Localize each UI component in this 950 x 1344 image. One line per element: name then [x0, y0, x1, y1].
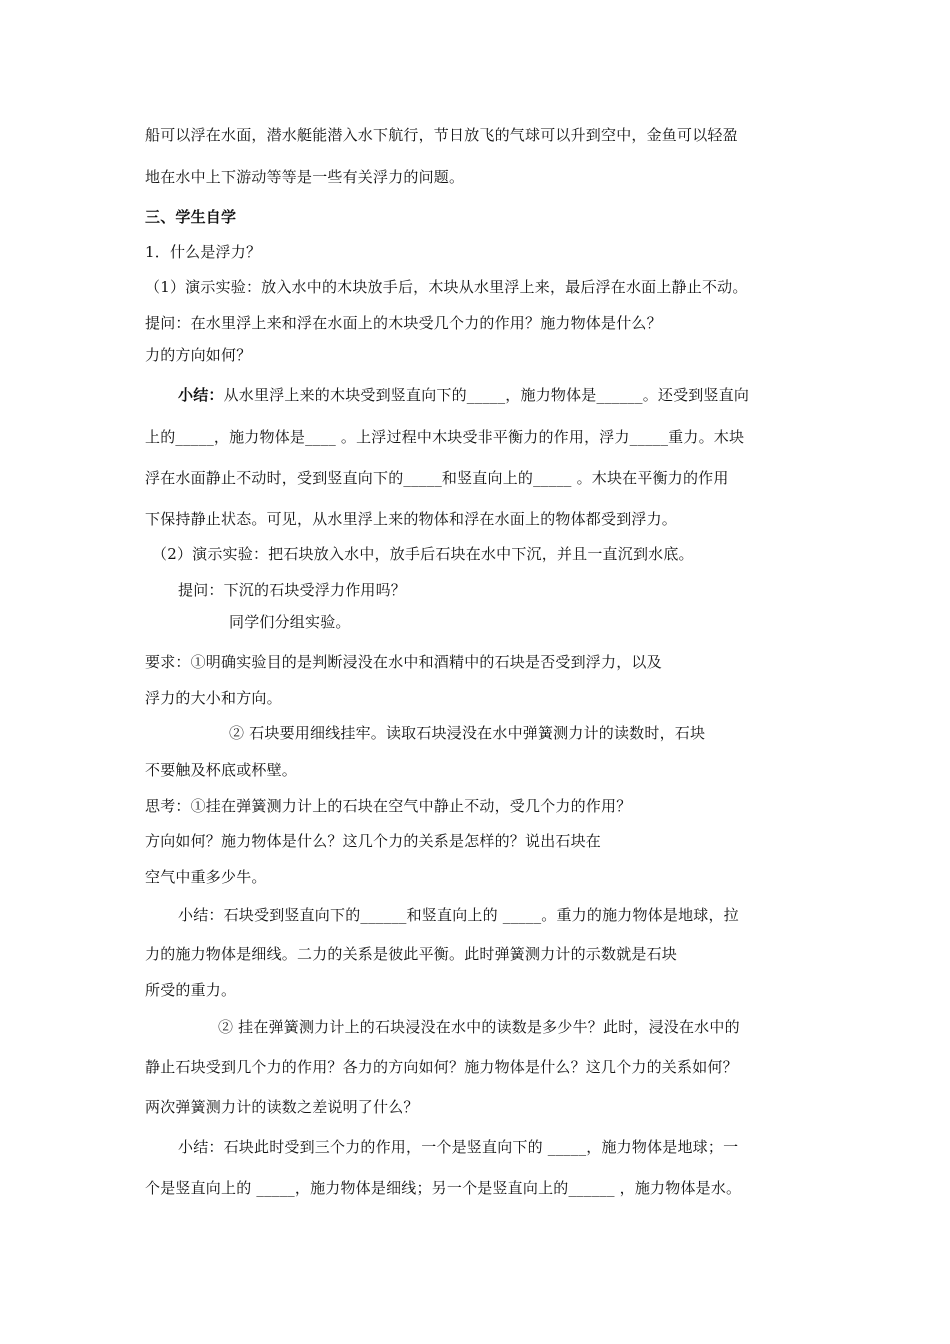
- paragraph-line: 两次弹簧测力计的读数之差说明了什么？: [145, 1098, 419, 1116]
- paragraph-line: 方向如何？施力物体是什么？这几个力的关系是怎样的？说出石块在: [145, 832, 602, 850]
- paragraph-line: 力的施力物体是细线。二力的关系是彼此平衡。此时弹簧测力计的示数就是石块: [145, 945, 678, 963]
- paragraph-line: 船可以浮在水面，潜水艇能潜入水下航行，节日放飞的气球可以升到空中，金鱼可以轻盈: [145, 126, 738, 144]
- paragraph-line: 个是竖直向上的 _____，施力物体是细线；另一个是竖直向上的______ ，施力物体是水。: [145, 1179, 742, 1197]
- question-heading: 1．什么是浮力？: [145, 243, 262, 261]
- paragraph-line: 思考：①挂在弹簧测力计上的石块在空气中静止不动，受几个力的作用？: [145, 797, 632, 815]
- paragraph-line: 浮在水面静止不动时，受到竖直向下的_____和竖直向上的_____ 。木块在平衡力的作用: [145, 469, 729, 487]
- paragraph-line: 地在水中上下游动等等是一些有关浮力的问题。: [145, 168, 465, 186]
- paragraph-line: 提问：下沉的石块受浮力作用吗？: [178, 581, 407, 599]
- paragraph-line: 要求：①明确实验目的是判断浸没在水中和酒精中的石块是否受到浮力，以及: [145, 653, 662, 671]
- paragraph-line: 同学们分组实验。: [229, 613, 351, 631]
- summary-label: 小结：: [178, 386, 224, 404]
- paragraph-line: 所受的重力。: [145, 981, 237, 999]
- section-heading: 三、学生自学: [145, 208, 237, 226]
- paragraph-line: 不要触及杯底或杯壁。: [145, 761, 298, 779]
- paragraph-line: 力的方向如何？: [145, 346, 252, 364]
- paragraph-line: 空气中重多少牛。: [145, 868, 267, 886]
- paragraph-line: 浮力的大小和方向。: [145, 689, 282, 707]
- paragraph-line: （2）演示实验：把石块放入水中，放手后石块在水中下沉，并且一直沉到水底。: [152, 545, 694, 563]
- paragraph-line: 提问：在水里浮上来和浮在水面上的木块受几个力的作用？施力物体是什么？: [145, 314, 662, 332]
- paragraph-line: 上的_____，施力物体是____ 。上浮过程中木块受非平衡力的作用，浮力_____重力。木块: [145, 428, 745, 446]
- paragraph-line: ② 挂在弹簧测力计上的石块浸没在水中的读数是多少牛？此时，浸没在水中的: [218, 1018, 740, 1036]
- paragraph-line: （1）演示实验：放入水中的木块放手后，木块从水里浮上来，最后浮在水面上静止不动。: [145, 278, 748, 296]
- paragraph-line: ② 石块要用细线挂牢。读取石块浸没在水中弹簧测力计的读数时，石块: [229, 724, 706, 742]
- paragraph-line: 小结：石块受到竖直向下的______和竖直向上的 _____。重力的施力物体是地球，拉: [178, 906, 739, 924]
- summary-text: 从水里浮上来的木块受到竖直向下的_____，施力物体是______。还受到竖直向: [223, 386, 750, 404]
- paragraph-line: 静止石块受到几个力的作用？各力的方向如何？施力物体是什么？这几个力的关系如何？: [145, 1058, 738, 1076]
- summary-line: [178, 385, 749, 405]
- paragraph-line: 下保持静止状态。可见，从水里浮上来的物体和浮在水面上的物体都受到浮力。: [145, 510, 678, 528]
- paragraph-line: 小结：石块此时受到三个力的作用，一个是竖直向下的 _____，施力物体是地球；一: [178, 1138, 739, 1156]
